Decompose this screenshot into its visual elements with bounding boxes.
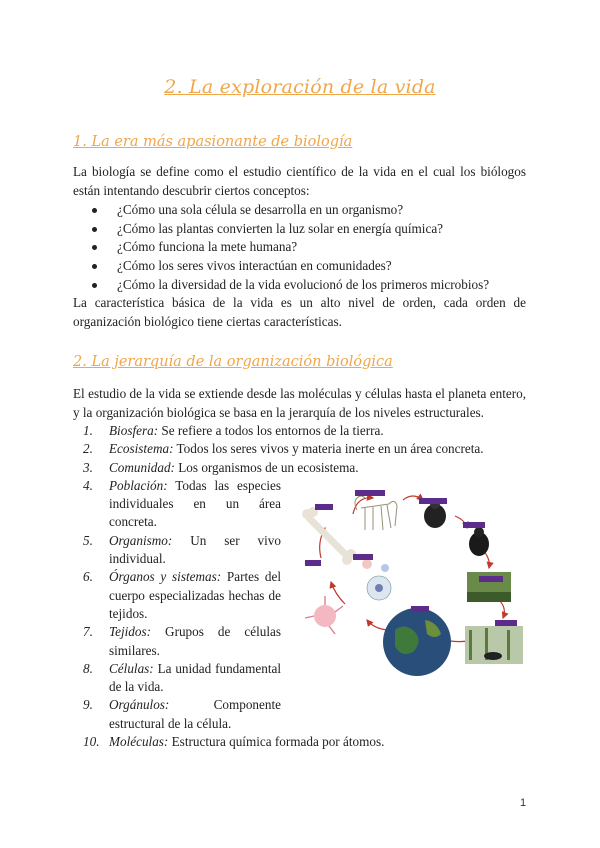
list-item [73, 568, 281, 623]
item-description: Estructura química formada por átomos. [168, 734, 385, 750]
list-item [73, 422, 533, 440]
item-number: 8. [83, 660, 93, 676]
item-description: Se refiere a todos los entornos de la tierra. [158, 423, 384, 438]
list-item: ¿Cómo una sola célula se desarrolla en un organismo? [73, 201, 533, 220]
list-item [73, 459, 533, 477]
list-item [73, 733, 533, 751]
item-term: Población: [109, 477, 168, 493]
section-2-intro: El estudio de la vida se extiende desde las moléculas y células hasta el planeta entero, y la organización biológica se basa en la jerarquía de los niveles estructurales. [73, 386, 526, 420]
item-number: 1. [83, 423, 93, 438]
organization-levels-illustration [295, 484, 535, 684]
ecosystem-scene [465, 626, 523, 664]
section-1-intro: La biología se define como el estudio científico de la vida en el cual los biólogos están intentando descubrir ciertos conceptos: [73, 164, 526, 198]
item-description: Los organismos de un ecosistema. [174, 459, 359, 475]
item-term: Órganos y sistemas: [109, 569, 222, 585]
item-number: 9. [83, 697, 93, 713]
item-term: Biosfera: [109, 423, 159, 438]
earth-icon [383, 608, 451, 676]
item-term: Orgánulos: [109, 697, 170, 713]
question-list [73, 201, 533, 295]
panther-icon [469, 527, 489, 556]
list-item [73, 532, 281, 569]
list-item [73, 477, 281, 532]
bone-molecule-icon [302, 507, 356, 565]
item-term: Moléculas: [109, 734, 169, 750]
item-description: Todas las especies individuales en un área concreta. [109, 477, 281, 530]
neuron-tissue-icon [305, 596, 343, 634]
section-1-heading: 1. La era más apasionante de biología [73, 134, 353, 150]
item-term: Tejidos: [109, 624, 152, 640]
item-number: 2. [83, 441, 93, 457]
item-description: La unidad fundamental de la vida. [109, 660, 281, 695]
list-item [73, 660, 281, 697]
list-item [73, 696, 281, 733]
level-labels [305, 490, 517, 626]
list-item [73, 440, 533, 458]
skeleton-icon [355, 496, 397, 530]
item-description: Un ser vivo individual. [109, 532, 281, 567]
page-number: 1 [520, 797, 527, 809]
cell-icon [362, 559, 391, 600]
item-number: 5. [83, 532, 93, 548]
list-item [73, 623, 281, 660]
item-number: 6. [83, 569, 93, 585]
item-term: Ecosistema: [109, 441, 174, 457]
section-2-heading: 2. La jerarquía de la organización biológica [73, 354, 393, 370]
item-description: Componente estructural de la célula. [109, 697, 281, 731]
item-description: Grupos de células similares. [109, 624, 281, 658]
list-item: ¿Cómo la diversidad de la vida evolucionó de los primeros microbios? [73, 276, 533, 295]
item-number: 7. [83, 624, 93, 640]
list-item: ¿Cómo las plantas convierten la luz solar en energía química? [73, 220, 533, 239]
item-term: Células: [109, 660, 154, 676]
section-1-closing: La característica básica de la vida es un alto nivel de orden, cada orden de organización biológico tiene ciertas características. [73, 295, 526, 329]
item-term: Comunidad: [109, 459, 175, 475]
item-term: Organismo: [109, 532, 173, 548]
item-number: 3. [83, 459, 93, 475]
item-number: 10. [83, 734, 100, 750]
list-item: ¿Cómo funciona la mete humana? [73, 238, 533, 257]
list-item: ¿Cómo los seres vivos interactúan en comunidades? [73, 257, 533, 276]
page-title: 2. La exploración de la vida [164, 76, 436, 98]
item-number: 4. [83, 477, 93, 493]
item-description: Partes del cuerpo especializadas hechas de tejidos. [109, 569, 281, 621]
item-description: Todos los seres vivos y materia inerte en un área concreta. [173, 441, 484, 457]
